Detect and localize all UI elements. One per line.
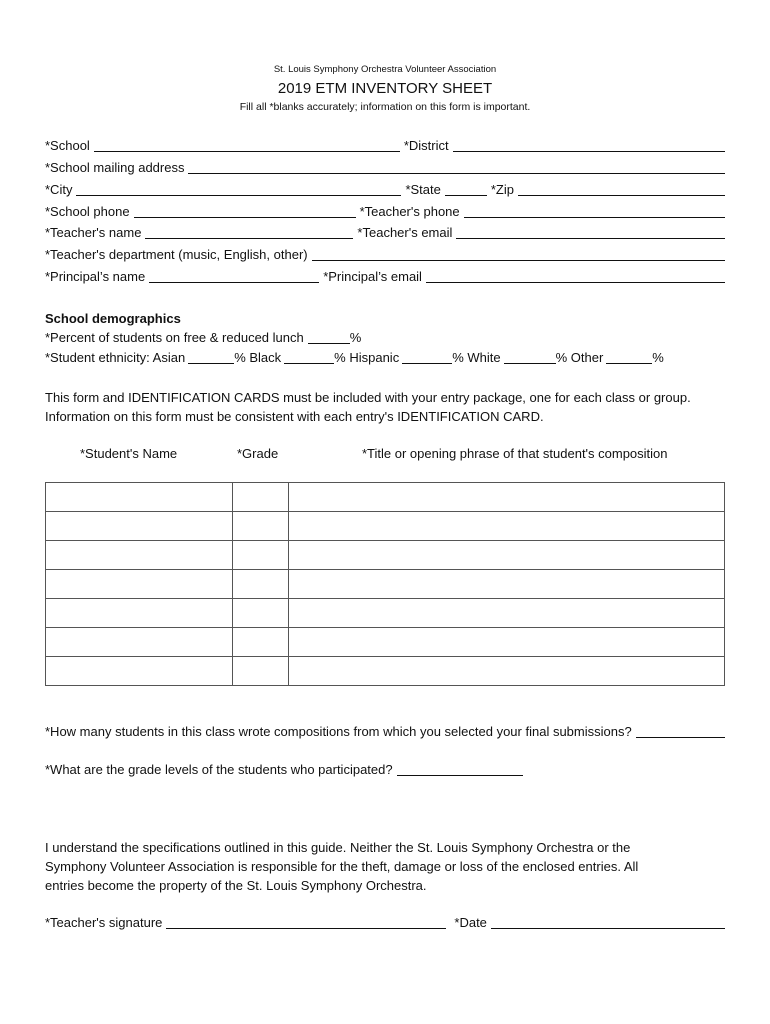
table-row	[46, 541, 725, 570]
phone-row	[45, 202, 725, 220]
student-name-cell[interactable]	[46, 541, 233, 570]
table-row	[46, 570, 725, 599]
column-header-student-name: *Student's Name	[80, 446, 178, 461]
student-name-cell[interactable]	[46, 570, 233, 599]
grade-cell[interactable]	[233, 541, 289, 570]
teacher-signature-label: *Teacher's signature	[45, 915, 163, 930]
table-row	[46, 512, 725, 541]
grade-cell[interactable]	[233, 512, 289, 541]
grade-cell[interactable]	[233, 628, 289, 657]
department-field[interactable]	[312, 247, 725, 261]
composition-title-cell[interactable]	[289, 483, 725, 512]
other-percent-symbol: %	[652, 350, 664, 365]
mailing-address-field[interactable]	[188, 160, 725, 174]
composition-title-cell[interactable]	[289, 628, 725, 657]
school-district-row	[45, 136, 725, 154]
city-state-zip-row	[45, 180, 725, 198]
free-lunch-percent-symbol: %	[349, 330, 362, 345]
principal-email-field[interactable]	[426, 269, 725, 283]
principal-name-label: *Principal’s name	[45, 269, 146, 284]
grade-cell[interactable]	[233, 657, 289, 686]
table-row	[46, 483, 725, 512]
composition-title-cell[interactable]	[289, 512, 725, 541]
demographics-heading: School demographics	[45, 311, 181, 326]
student-entries-table	[45, 482, 725, 686]
student-name-cell[interactable]	[46, 599, 233, 628]
page-title: 2019 ETM INVENTORY SHEET	[277, 80, 493, 97]
black-percent-field[interactable]	[284, 350, 334, 364]
column-header-title: *Title or opening phrase of that student's composition	[362, 446, 668, 461]
how-many-label: *How many students in this class wrote compositions from which you selected your final submissions?	[45, 724, 632, 739]
ethnicity-asian-label: *Student ethnicity: Asian	[45, 350, 186, 365]
district-field[interactable]	[453, 138, 725, 152]
hispanic-label: % Hispanic	[334, 350, 400, 365]
composition-title-cell[interactable]	[289, 599, 725, 628]
signature-row	[45, 913, 725, 931]
state-label: *State	[405, 182, 441, 197]
asian-percent-field[interactable]	[188, 350, 234, 364]
grade-levels-field[interactable]	[397, 762, 523, 776]
principal-row	[45, 267, 725, 285]
instructions: Fill all *blanks accurately; information on this form is important.	[239, 101, 531, 113]
disclaimer-line-2: Symphony Volunteer Association is responsible for the theft, damage or loss of the enclosed entries. All	[45, 859, 639, 874]
free-lunch-row	[45, 328, 361, 346]
school-phone-label: *School phone	[45, 204, 130, 219]
composition-title-cell[interactable]	[289, 541, 725, 570]
mailing-address-row	[45, 158, 725, 176]
white-label: % White	[452, 350, 501, 365]
teacher-name-label: *Teacher's name	[45, 225, 142, 240]
student-name-cell[interactable]	[46, 483, 233, 512]
zip-label: *Zip	[490, 182, 514, 197]
school-field[interactable]	[94, 138, 400, 152]
disclaimer-line-1: I understand the specifications outlined in this guide. Neither the St. Louis Symphony Orchestra or the	[45, 840, 631, 855]
table-row	[46, 628, 725, 657]
teacher-phone-field[interactable]	[464, 204, 725, 218]
ethnicity-row	[45, 348, 725, 366]
grade-cell[interactable]	[233, 570, 289, 599]
date-label: *Date	[454, 915, 487, 930]
student-name-cell[interactable]	[46, 628, 233, 657]
table-row	[46, 599, 725, 628]
teacher-row	[45, 223, 725, 241]
organization-name: St. Louis Symphony Orchestra Volunteer Association	[273, 64, 497, 75]
district-label: *District	[403, 138, 449, 153]
grade-cell[interactable]	[233, 483, 289, 512]
column-header-grade: *Grade	[237, 446, 279, 461]
teacher-signature-field[interactable]	[166, 915, 446, 929]
notice-line-2: Information on this form must be consistent with each entry's IDENTIFICATION CARD.	[45, 409, 544, 424]
department-label: *Teacher's department (music, English, other)	[45, 247, 308, 262]
zip-field[interactable]	[518, 182, 725, 196]
other-label: % Other	[555, 350, 604, 365]
teacher-email-field[interactable]	[456, 225, 725, 239]
student-name-cell[interactable]	[46, 512, 233, 541]
date-field[interactable]	[491, 915, 725, 929]
state-field[interactable]	[445, 182, 487, 196]
principal-name-field[interactable]	[149, 269, 319, 283]
school-phone-field[interactable]	[134, 204, 356, 218]
school-label: *School	[45, 138, 90, 153]
student-name-cell[interactable]	[46, 657, 233, 686]
other-percent-field[interactable]	[606, 350, 652, 364]
black-label: % Black	[234, 350, 282, 365]
composition-title-cell[interactable]	[289, 570, 725, 599]
composition-title-cell[interactable]	[289, 657, 725, 686]
department-row	[45, 245, 725, 263]
how-many-row	[45, 722, 725, 740]
grade-levels-label: *What are the grade levels of the students who participated?	[45, 762, 393, 777]
city-label: *City	[45, 182, 73, 197]
principal-email-label: *Principal’s email	[323, 269, 422, 284]
teacher-name-field[interactable]	[145, 225, 353, 239]
teacher-phone-label: *Teacher's phone	[359, 204, 460, 219]
grade-levels-row	[45, 760, 523, 778]
notice-line-1: This form and IDENTIFICATION CARDS must be included with your entry package, one for each class or group.	[45, 390, 691, 405]
table-row	[46, 657, 725, 686]
free-lunch-field[interactable]	[308, 330, 350, 344]
disclaimer-line-3: entries become the property of the St. Louis Symphony Orchestra.	[45, 878, 427, 893]
mailing-address-label: *School mailing address	[45, 160, 185, 175]
free-lunch-label: *Percent of students on free & reduced lunch	[45, 330, 304, 345]
hispanic-percent-field[interactable]	[402, 350, 452, 364]
grade-cell[interactable]	[233, 599, 289, 628]
white-percent-field[interactable]	[504, 350, 556, 364]
city-field[interactable]	[76, 182, 401, 196]
how-many-field[interactable]	[636, 724, 725, 738]
teacher-email-label: *Teacher's email	[357, 225, 453, 240]
